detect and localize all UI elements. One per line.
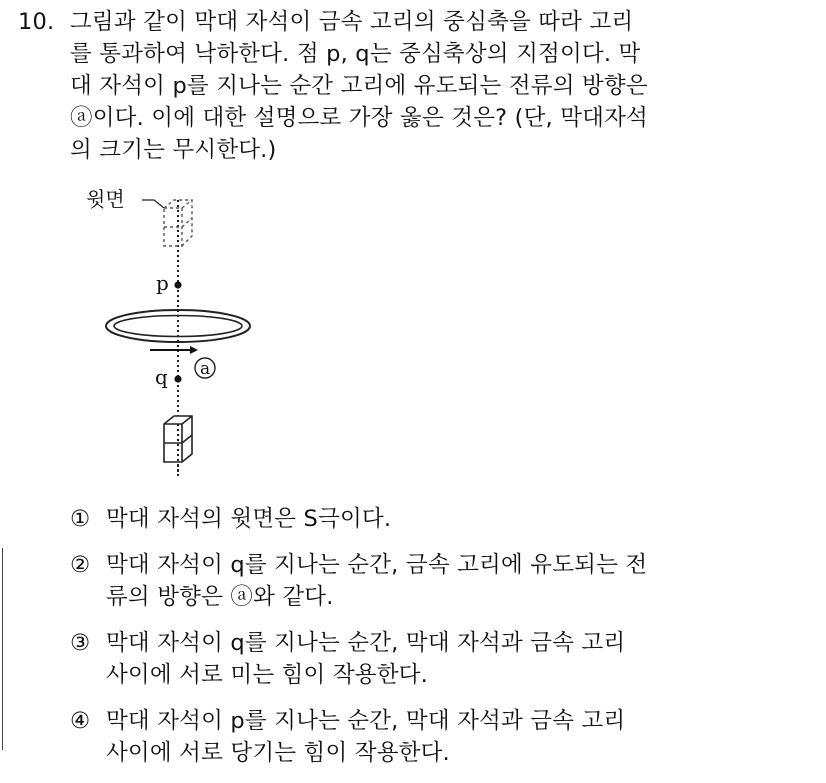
choice-1[interactable] (70, 503, 810, 535)
top-face-label: 윗면 (86, 187, 125, 211)
point-q-dot (174, 375, 181, 382)
current-label-a: a (200, 359, 211, 379)
question-line-3: 대 자석이 p를 지나는 순간 고리에 유도되는 전류의 방향은 (70, 73, 648, 99)
choice-4-text-1: 막대 자석이 p를 지나는 순간, 막대 자석과 금속 고리 (106, 708, 626, 734)
magnet-ring-figure (80, 178, 270, 478)
choices-list (70, 503, 810, 783)
point-p-dot (174, 281, 181, 288)
choice-4[interactable] (70, 705, 810, 769)
point-q-label: q (155, 365, 168, 389)
choice-3-text-2: 사이에 서로 미는 힘이 작용한다. (106, 662, 428, 688)
choice-4-mark: ④ (70, 708, 91, 734)
question-line-4: ⓐ이다. 이에 대한 설명으로 가장 옳은 것은? (단, 막대자석 (70, 105, 648, 131)
choice-2[interactable] (70, 549, 810, 613)
left-margin-rule (2, 548, 3, 750)
point-p-label: p (156, 271, 169, 295)
top-face-leader (142, 200, 164, 208)
choice-2-text-1: 막대 자석이 q를 지나는 순간, 금속 고리에 유도되는 전 (106, 552, 648, 578)
choice-2-text-2: 류의 방향은 ⓐ와 같다. (106, 584, 334, 610)
question-line-1 (18, 6, 808, 38)
choice-4-text-2: 사이에 서로 당기는 힘이 작용한다. (106, 740, 450, 766)
choice-1-mark: ① (70, 506, 91, 532)
figure-svg (80, 178, 270, 478)
choice-3-mark: ③ (70, 630, 91, 656)
choice-2-mark: ② (70, 552, 91, 578)
choice-3-text-1: 막대 자석이 q를 지나는 순간, 막대 자석과 금속 고리 (106, 630, 626, 656)
current-arrow-head (190, 346, 198, 354)
question-number: 10. (18, 9, 55, 35)
question-text-1: 그림과 같이 막대 자석이 금속 고리의 중심축을 따라 고리 (70, 9, 634, 35)
question-block (18, 6, 808, 166)
question-line-5: 의 크기는 무시한다.) (70, 137, 277, 163)
choice-1-text: 막대 자석의 윗면은 S극이다. (106, 506, 392, 532)
question-line-2: 를 통과하여 낙하한다. 점 p, q는 중심축상의 지점이다. 막 (70, 41, 641, 67)
choice-3[interactable] (70, 627, 810, 691)
